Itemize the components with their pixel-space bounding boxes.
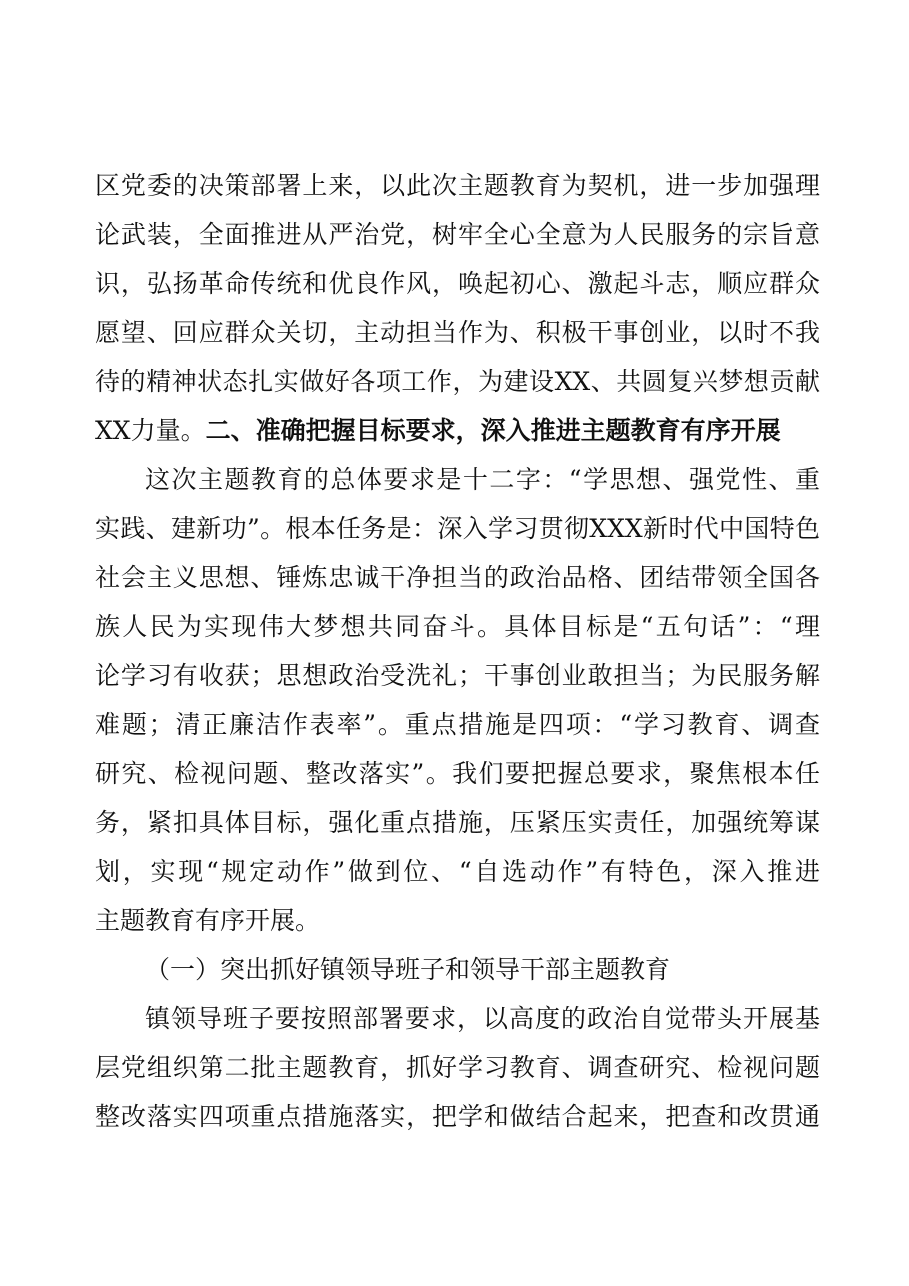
paragraph-3-line-2: 层党组织第二批主题教育，抓好学习教育、调查研究、检视问题 [95,1053,820,1082]
paragraph-2-line-6: 难题；清正廉洁作表率”。重点措施是四项：“学习教育、调查 [95,710,820,739]
paragraph-1-closing-text: XX力量。 [95,416,206,445]
paragraph-1-line-6 [95,416,820,446]
paragraph-1-line-4: 愿望、回应群众关切，主动担当作为、积极干事创业，以时不我 [95,318,820,347]
paragraph-2-line-3: 社会主义思想、锤炼忠诚干净担当的政治品格、团结带领全国各 [95,563,820,592]
paragraph-2-line-10: 主题教育有序开展。 [95,906,321,935]
paragraph-2-line-7: 研究、检视问题、整改落实”。我们要把握总要求，聚焦根本任 [95,759,820,788]
paragraph-2-line-2: 实践、建新功”。根本任务是：深入学习贯彻XXX新时代中国特色 [95,514,820,543]
paragraph-3-line-1: 镇领导班子要按照部署要求，以高度的政治自觉带头开展基 [145,1004,820,1033]
paragraph-1-line-1: 区党委的决策部署上来，以此次主题教育为契机，进一步加强理 [95,171,820,200]
paragraph-2-line-4: 族人民为实现伟大梦想共同奋斗。具体目标是“五句话”：“理 [95,612,820,641]
paragraph-1-line-3: 识，弘扬革命传统和优良作风，唤起初心、激起斗志，顺应群众 [95,269,820,298]
paragraph-2-line-9: 划，实现“规定动作”做到位、“自选动作”有特色，深入推进 [95,857,820,886]
paragraph-2-line-1: 这次主题教育的总体要求是十二字：“学思想、强党性、重 [145,465,820,494]
section-heading-2: 二、准确把握目标要求，深入推进主题教育有序开展 [205,416,781,445]
paragraph-1-line-2: 论武装，全面推进从严治党，树牢全心全意为人民服务的宗旨意 [95,220,820,249]
subsection-heading-1: （一）突出抓好镇领导班子和领导干部主题教育 [145,955,671,984]
paragraph-1-line-5: 待的精神状态扎实做好各项工作，为建设XX、共圆复兴梦想贡献 [95,367,820,396]
paragraph-3-line-3: 整改落实四项重点措施落实，把学和做结合起来，把查和改贯通 [95,1102,820,1131]
paragraph-2-line-8: 务，紧扣具体目标，强化重点措施，压紧压实责任，加强统筹谋 [95,808,820,837]
paragraph-2-line-5: 论学习有收获；思想政治受洗礼；干事创业敢担当；为民服务解 [95,661,820,690]
